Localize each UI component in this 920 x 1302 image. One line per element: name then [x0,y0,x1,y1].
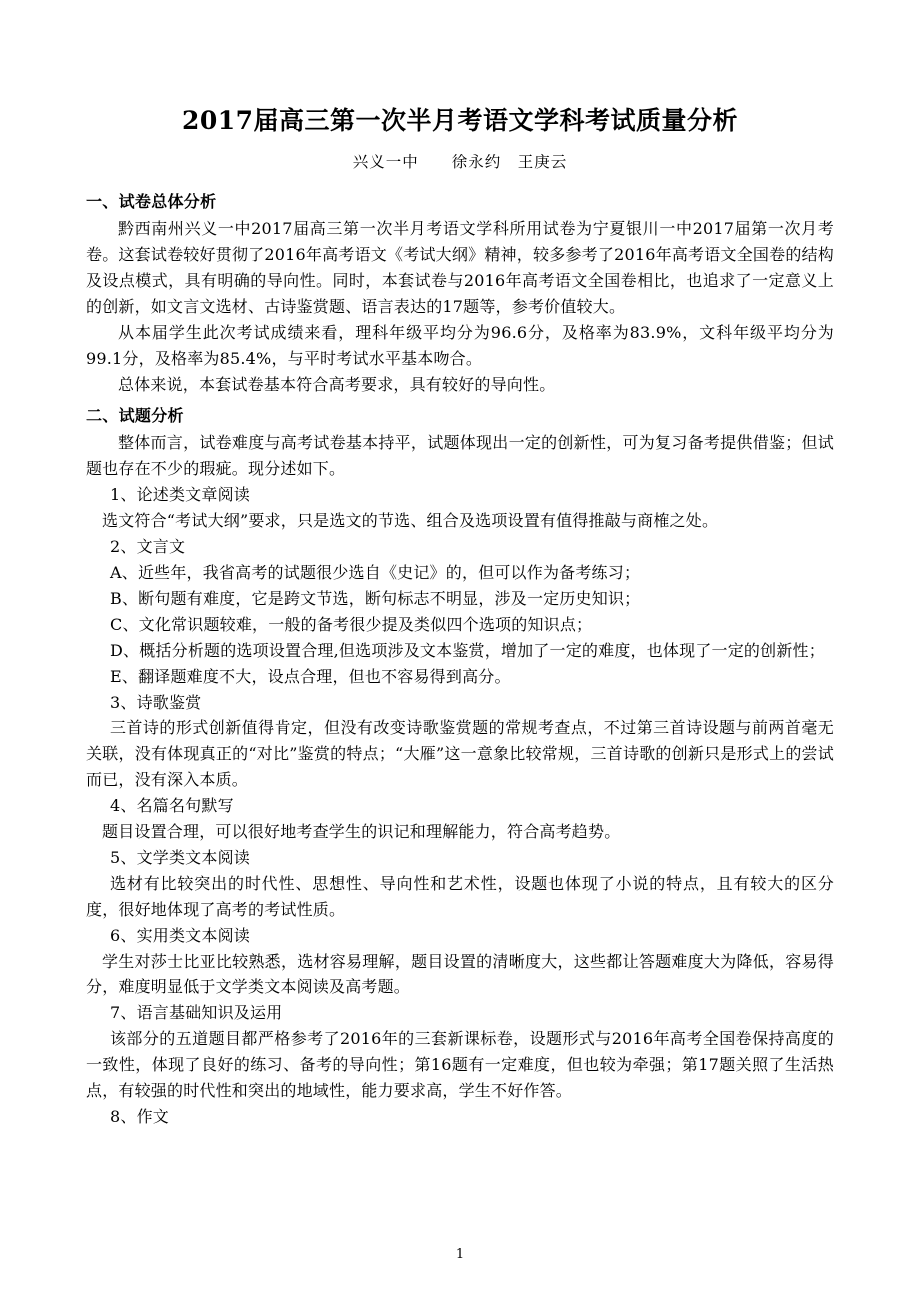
list-item-text: 选材有比较突出的时代性、思想性、导向性和艺术性，设题也体现了小说的特点，且有较大的区分度，很好地体现了高考的考试性质。 [86,873,834,919]
list-item-label: 8、作文 [110,1107,169,1126]
list-item-label: 1、论述类文章阅读 [110,485,250,505]
list-item-label: 4、名篇名句默写 [110,796,234,816]
page-title: 2017届高三第一次半月考语文学科考试质量分析 [181,106,739,135]
list-item-text: B、断句题有难度，它是跨文节选，断句标志不明显，涉及一定历史知识； [110,588,641,608]
list-item-text: D、概括分析题的选项设置合理,但选项涉及文本鉴赏，增加了一定的难度，也体现了一定的创新性； [110,640,825,660]
section-overall-analysis [86,190,834,398]
list-item-text: 该部分的五道题目都严格参考了2016年的三套新课标卷，设题形式与2016年高考全国卷保持高度的一致性，体现了良好的练习、备考的导向性；第16题有一定难度，但也较为牵强；第17题关照了生活热点，有较强的时代性和突出的地域性，能力要求高，学生不好作答。 [86,1029,834,1101]
list-item-text: 学生对莎士比亚比较熟悉，选材容易理解，题目设置的清晰度大，这些都让答题难度大为降低，容易得分，难度明显低于文学类文本阅读及高考题。 [86,951,834,997]
list-item-label: 5、文学类文本阅读 [110,847,250,867]
list-item-text: E、翻译题难度不大，设点合理，但也不容易得到高分。 [110,666,511,686]
list-item-label: 2、文言文 [110,537,186,557]
list-item-text: 选文符合“考试大纲”要求，只是选文的节选、组合及选项设置有值得推敲与商榷之处。 [102,511,719,531]
author-line: 兴义一中 徐永约 王庚云 [352,152,568,171]
paragraph: 整体而言，试卷难度与高考试卷基本持平，试题体现出一定的创新性，可为复习备考提供借鉴；但试题也存在不少的瑕疵。现分述如下。 [86,433,834,479]
list-item-text: C、文化常识题较难，一般的备考很少提及类似四个选项的知识点； [110,614,593,634]
section-question-analysis [86,404,834,1130]
list-item-label: 7、语言基础知识及运用 [110,1003,283,1023]
list-item-label: 6、实用类文本阅读 [110,925,250,945]
list-item-text: A、近些年，我省高考的试题很少选自《史记》的，但可以作为备考练习； [110,562,641,582]
list-item-text: 三首诗的形式创新值得肯定，但没有改变诗歌鉴赏题的常规考查点，不过第三首诗设题与前两首毫无关联，没有体现真正的“对比”鉴赏的特点；“大雁”这一意象比较常规，三首诗歌的创新只是形式上的尝试而已，没有深入本质。 [86,718,834,790]
section-heading: 二、试题分析 [86,405,184,425]
list-item-text: 题目设置合理，可以很好地考查学生的识记和理解能力，符合高考趋势。 [102,822,621,842]
list-item-label: 3、诗歌鉴赏 [110,692,202,712]
page-number: 1 [455,1247,465,1262]
paragraph: 总体来说，本套试卷基本符合高考要求，具有较好的导向性。 [118,374,556,394]
paragraph: 黔西南州兴义一中2017届高三第一次半月考语文学科所用试卷为宁夏银川一中2017届第一次月考卷。这套试卷较好贯彻了2016年高考语文《考试大纲》精神，较多参考了2016年高考语文全国卷的结构及设点模式，具有明确的导向性。同时，本套试卷与2016年高考语文全国卷相比，也追求了一定意义上的创新，如文言文选材、古诗鉴赏题、语言表达的17题等，参考价值较大。 [86,219,834,317]
section-heading: 一、试卷总体分析 [86,191,217,211]
paragraph: 从本届学生此次考试成绩来看，理科年级平均分为96.6分，及格率为83.9%，文科年级平均分为99.1分，及格率为85.4%，与平时考试水平基本吻合。 [86,322,834,368]
